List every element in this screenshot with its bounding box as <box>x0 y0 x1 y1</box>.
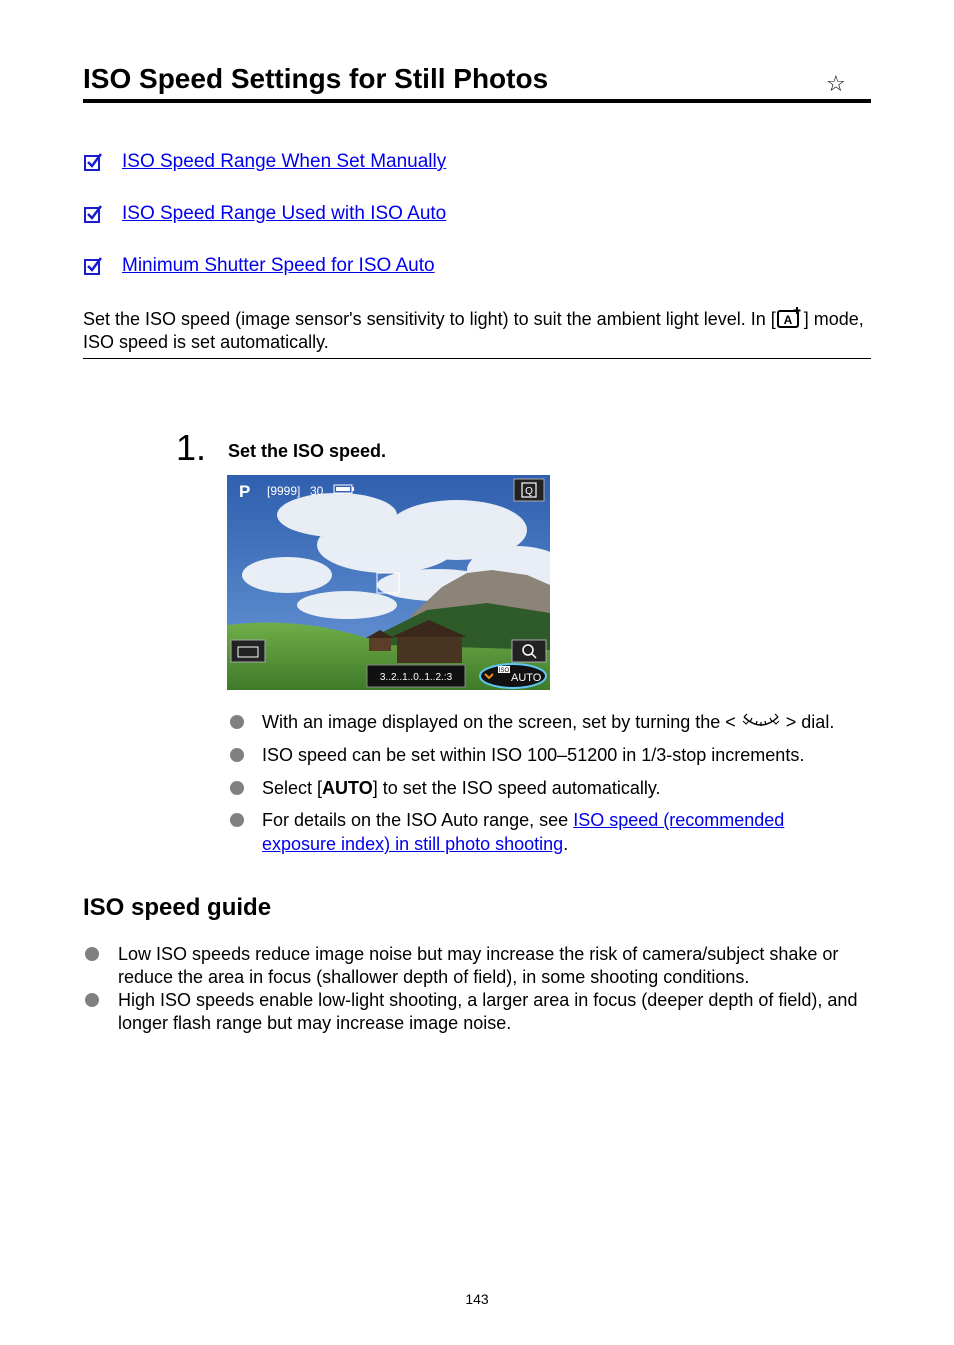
bullet-text-part: ] to set the ISO speed automatically. <box>372 778 661 798</box>
shooting-mode: P <box>239 482 251 501</box>
camera-screen-image <box>227 475 550 690</box>
bullet-text <box>262 710 834 734</box>
section-divider <box>83 358 871 359</box>
star-icon: ☆ <box>826 71 846 96</box>
toc-item-manual-range[interactable] <box>83 149 446 175</box>
page-number: 143 <box>465 1291 489 1307</box>
toc-item-min-shutter[interactable] <box>83 253 435 279</box>
exposure-level-scale: 3..2..1..0..1..2.:3 <box>379 672 453 683</box>
bullet-item <box>230 776 870 800</box>
intro-paragraph <box>83 306 873 354</box>
bullet-text-part: With an image displayed on the screen, set by turning the < <box>262 712 741 732</box>
shots-remaining: [9999] <box>267 484 301 498</box>
magnify-button[interactable] <box>512 640 546 662</box>
check-box-icon <box>83 152 103 172</box>
page-title: ISO Speed Settings for Still Photos <box>83 63 549 94</box>
shots-extra: 30 <box>310 484 324 498</box>
guide-text: Low ISO speeds reduce image noise but may increase the risk of camera/subject shake or reduce the area in focus (shallower depth of field), in some shooting conditions. <box>118 944 839 987</box>
check-box-icon <box>83 256 103 276</box>
touch-shutter-off-button[interactable] <box>231 640 265 662</box>
guide-item <box>85 943 875 989</box>
auto-keyword: AUTO <box>322 778 373 798</box>
bullet-text-part: > dial. <box>780 712 835 732</box>
bullet-text-part: For details on the ISO Auto range, see <box>262 810 574 830</box>
toc-link-min-shutter[interactable]: Minimum Shutter Speed for ISO Auto <box>122 255 435 276</box>
bullet-dot <box>230 781 244 795</box>
iso-speed-reference-link[interactable]: ISO speed (recommended exposure index) in still photo shooting <box>262 810 785 854</box>
bullet-dot <box>230 715 244 729</box>
bullet-text <box>262 808 830 856</box>
bullet-dot <box>230 813 244 827</box>
guide-item <box>85 989 875 1035</box>
title-divider <box>83 99 871 103</box>
section-heading: ISO speed guide <box>83 894 272 921</box>
check-box-icon <box>83 204 103 224</box>
bullet-text <box>262 776 661 800</box>
step-number: 1. <box>176 427 207 468</box>
guide-text: High ISO speeds enable low-light shooting, a larger area in focus (deeper depth of field), and longer flash range but may increase image noise. <box>118 990 858 1033</box>
bullet-item <box>230 808 830 856</box>
iso-value: AUTO <box>511 672 542 684</box>
bullet-dot <box>85 993 99 1007</box>
toc-link-auto-range[interactable]: ISO Speed Range Used with ISO Auto <box>122 203 447 224</box>
svg-text:Q: Q <box>525 486 533 497</box>
bullet-text-part: . <box>563 834 569 854</box>
bullet-dot <box>230 748 244 762</box>
bullet-item <box>230 743 870 767</box>
toc-link-manual-range[interactable]: ISO Speed Range When Set Manually <box>122 151 447 172</box>
bullet-text-part: Select [ <box>262 778 323 798</box>
step-instruction: Set the ISO speed. <box>228 441 387 461</box>
bullet-item <box>230 710 870 734</box>
iso-label: ISO <box>498 668 510 674</box>
bullet-dot <box>85 947 99 961</box>
intro-text-a: Set the ISO speed (image sensor's sensitivity to light) to suit the ambient light level. In [ <box>83 309 776 329</box>
bullet-text: ISO speed can be set within ISO 100–51200 in 1/3-stop increments. <box>262 745 805 765</box>
intro-text-b: ] mode, ISO speed is set automatically. <box>83 309 864 352</box>
main-dial-icon <box>741 711 781 733</box>
quick-control-button[interactable] <box>514 479 544 501</box>
svg-text:A: A <box>783 313 793 327</box>
scene-intelligent-auto-icon <box>776 306 804 328</box>
toc-item-auto-range[interactable] <box>83 201 446 227</box>
